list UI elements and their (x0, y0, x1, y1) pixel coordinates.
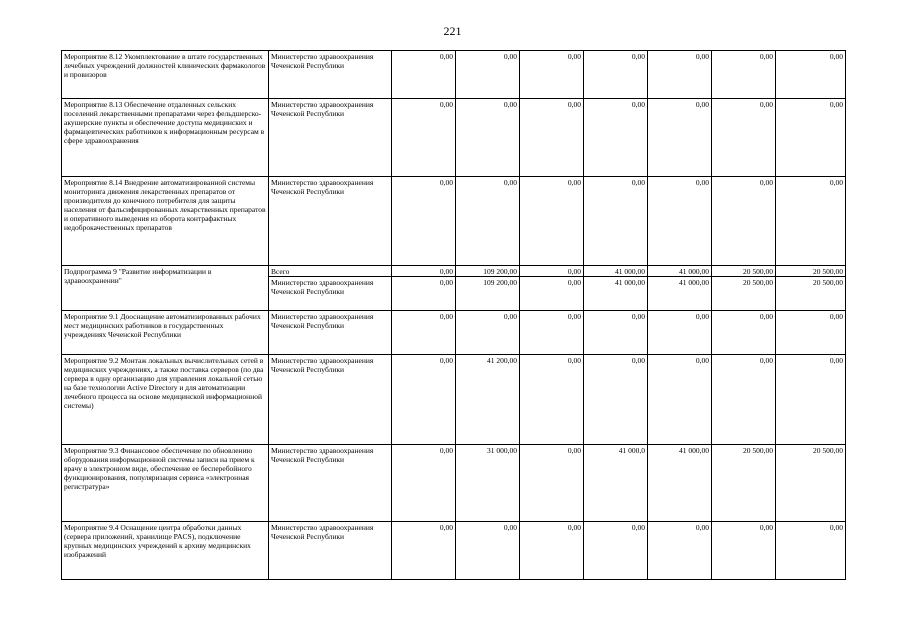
value-cell: 0,00 (712, 177, 776, 266)
value-cell: 0,00 (712, 99, 776, 177)
value-cell: 41 000,00 (584, 277, 648, 311)
executor: Министерство здравоохранения Чеченской Республики (269, 355, 392, 445)
measure-name: Мероприятие 9.1 Дооснащение автоматизированных рабочих мест медицинских работников в государственных учреждениях Чеченской Республики (62, 311, 269, 355)
value-cell: 0,00 (520, 266, 584, 277)
value-cell: 41 000,00 (648, 266, 712, 277)
measure-name: Мероприятие 8.12 Укомплектование в штате государственных лечебных учреждений должностей клинических фармакологов и провизоров (62, 51, 269, 99)
executor: Министерство здравоохранения Чеченской Республики (269, 99, 392, 177)
value-cell: 0,00 (776, 99, 846, 177)
value-cell: 0,00 (520, 99, 584, 177)
executor: Министерство здравоохранения Чеченской Республики (269, 277, 392, 311)
value-cell: 0,00 (392, 522, 456, 580)
measure-name: Мероприятие 8.14 Внедрение автоматизированной системы мониторинга движения лекарственных препаратов от производителя до конечного потребителя для защиты населения от фальсифицированных лекарственных препаратов и оперативного выведения из оборота контрафактных недоброкачественных препаратов (62, 177, 269, 266)
value-cell: 0,00 (584, 311, 648, 355)
measure-name: Мероприятие 9.4 Оснащение центра обработки данных (сервера приложений, хранилище PACS), подключение крупных медицинских учреждений к архиву медицинских изображений (62, 522, 269, 580)
value-cell: 0,00 (648, 99, 712, 177)
value-cell: 0,00 (648, 177, 712, 266)
table-row (62, 99, 846, 177)
subprogram-total-row (62, 266, 846, 277)
value-cell: 0,00 (392, 51, 456, 99)
measure-name: Мероприятие 9.3 Финансовое обеспечение по обновлению оборудования информационной системы записи на прием к врачу в электронном виде, обеспечение ее бесперебойного функционирования, популяризация сервиса «электронная регистратура» (62, 445, 269, 522)
value-cell: 0,00 (392, 277, 456, 311)
value-cell: 0,00 (456, 99, 520, 177)
value-cell: 109 200,00 (456, 266, 520, 277)
table-row (62, 311, 846, 355)
value-cell: 0,00 (648, 522, 712, 580)
value-cell: 0,00 (712, 355, 776, 445)
value-cell: 0,00 (584, 522, 648, 580)
value-cell: 0,00 (648, 51, 712, 99)
executor: Министерство здравоохранения Чеченской Республики (269, 177, 392, 266)
value-cell: 0,00 (776, 522, 846, 580)
value-cell: 20 500,00 (712, 445, 776, 522)
value-cell: 0,00 (520, 277, 584, 311)
table-row (62, 522, 846, 580)
value-cell: 0,00 (392, 99, 456, 177)
table-row (62, 355, 846, 445)
executor: Министерство здравоохранения Чеченской Республики (269, 51, 392, 99)
executor: Министерство здравоохранения Чеченской Республики (269, 311, 392, 355)
value-cell: 0,00 (648, 355, 712, 445)
value-cell: 20 500,00 (776, 445, 846, 522)
value-cell: 0,00 (520, 355, 584, 445)
value-cell: 0,00 (392, 445, 456, 522)
value-cell: 0,00 (456, 522, 520, 580)
value-cell: 41 200,00 (456, 355, 520, 445)
value-cell: 0,00 (776, 355, 846, 445)
value-cell: 0,00 (584, 177, 648, 266)
value-cell: 41 000,00 (648, 445, 712, 522)
value-cell: 0,00 (392, 266, 456, 277)
value-cell: 0,00 (520, 522, 584, 580)
value-cell: 0,00 (584, 51, 648, 99)
value-cell: 0,00 (776, 311, 846, 355)
value-cell: 20 500,00 (776, 266, 846, 277)
value-cell: 0,00 (584, 99, 648, 177)
page-number: 221 (443, 24, 462, 38)
value-cell: 0,00 (712, 522, 776, 580)
value-cell: 0,00 (392, 311, 456, 355)
value-cell: 0,00 (456, 311, 520, 355)
value-cell: 0,00 (648, 311, 712, 355)
value-cell: 0,00 (520, 177, 584, 266)
measure-name: Мероприятие 8.13 Обеспечение отдаленных сельских поселений лекарственными препаратами через фельдшерско-акушерские пункты и обеспечение доступа медицинских и фармацевтических работников к информационным ресурсам в сфере здравоохранения (62, 99, 269, 177)
value-cell: 0,00 (712, 51, 776, 99)
value-cell: 109 200,00 (456, 277, 520, 311)
value-cell: 0,00 (456, 177, 520, 266)
table-row (62, 51, 846, 99)
value-cell: 0,00 (456, 51, 520, 99)
value-cell: 20 500,00 (776, 277, 846, 311)
value-cell: 0,00 (392, 177, 456, 266)
table-row (62, 445, 846, 522)
measure-name: Мероприятие 9.2 Монтаж локальных вычислительных сетей в медицинских учреждениях, а также поставка серверов (по два сервера в одну организацию для управления локальной сетью на базе технологии Active Directory и для автоматизации лечебного процесса на основе медицинской информационной системы) (62, 355, 269, 445)
table-row (62, 177, 846, 266)
executor: Министерство здравоохранения Чеченской Республики (269, 522, 392, 580)
total-label: Всего (269, 266, 392, 277)
value-cell: 0,00 (520, 51, 584, 99)
subprogram-name: Подпрограмма 9 "Развитие информатизации в здравоохранении" (62, 266, 269, 311)
executor: Министерство здравоохранения Чеченской Республики (269, 445, 392, 522)
value-cell: 0,00 (776, 177, 846, 266)
value-cell: 0,00 (520, 311, 584, 355)
value-cell: 20 500,00 (712, 266, 776, 277)
value-cell: 0,00 (584, 355, 648, 445)
budget-table (61, 50, 846, 580)
value-cell: 0,00 (776, 51, 846, 99)
value-cell: 20 500,00 (712, 277, 776, 311)
value-cell: 41 000,00 (648, 277, 712, 311)
value-cell: 0,00 (712, 311, 776, 355)
value-cell: 41 000,0 (584, 445, 648, 522)
value-cell: 0,00 (392, 355, 456, 445)
value-cell: 31 000,00 (456, 445, 520, 522)
value-cell: 41 000,00 (584, 266, 648, 277)
value-cell: 0,00 (520, 445, 584, 522)
